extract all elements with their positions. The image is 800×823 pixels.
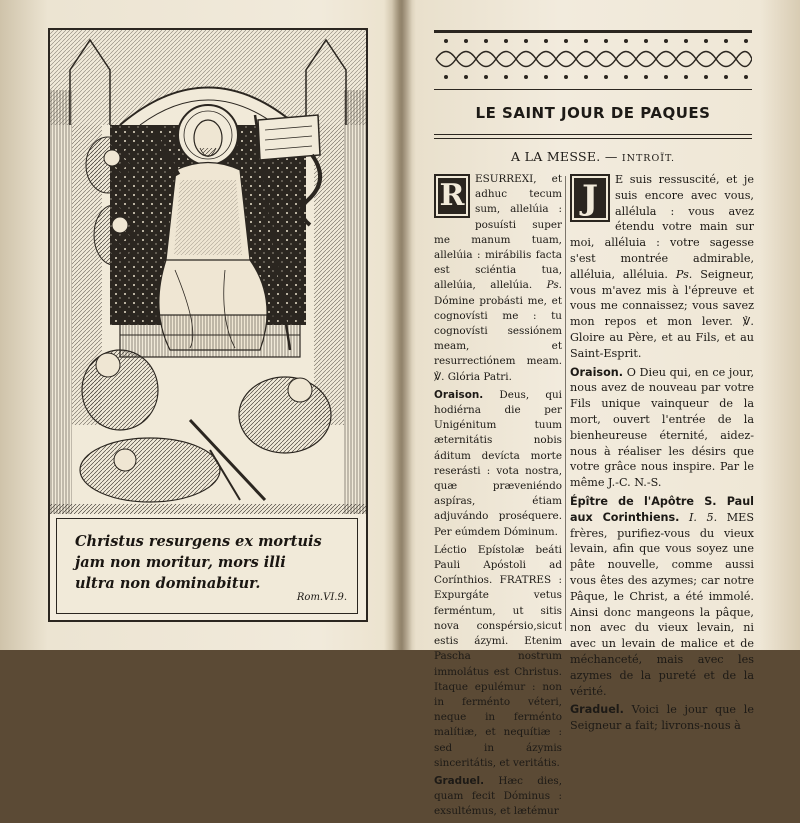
latin-introit-text: ESURREXI, et adhuc tecum sum, allelúia : posuísti super me manum tuam, allelúia : mirábilis facta est sciéntia tua, allelúia, allelúia. — [434, 173, 562, 292]
latin-gradual-text: Hæc dies, quam fecit Dóminus : exsultémus, et lætémur — [434, 774, 562, 818]
caption-line: jam non moritur, mors illi — [75, 554, 286, 571]
engraving-caption — [56, 518, 358, 614]
french-epistle-label: Épître de l'Apôtre S. Paul aux Corinthiens. — [570, 494, 754, 524]
book-gutter — [392, 0, 412, 650]
title-rule — [434, 134, 752, 139]
french-introit-text: E suis ressuscité, et je suis encore avec vous, allélula : vous avez étendu votre main sur moi, alléluia : votre sagesse s'est montrée admirable, alléluia, alléluia. — [570, 173, 754, 281]
latin-introit — [434, 172, 562, 385]
latin-epistle-text: Léctio Epístolæ beáti Pauli Apóstoli ad Corínthios. FRATRES : Expurgáte vetus ferméntum, ut sitis nova conspérsio,sicut estis ázymi. Etenim Pascha nostrum immolátus est Christus. Itaque epulémur : non in ferménto véteri, neque in ferménto malítiæ, et nequítiæ : sed in ázymis sinceritátis, et veritátis. — [434, 543, 562, 769]
latin-epistle — [434, 543, 562, 771]
french-psalm-ref: Ps. — [675, 267, 693, 281]
ornamental-border — [434, 36, 752, 82]
section-heading-small: INTROÏT. — [621, 153, 675, 164]
french-oraison-label: Oraison. — [570, 365, 623, 379]
latin-psalm-text: Dómine probásti me, et cognovísti me : tu cognovísti sessiónem meam, et resurrectiónem meam. ℣. Glória Patri. — [434, 294, 562, 383]
section-heading-main: A LA MESSE. — — [511, 149, 618, 164]
column-divider — [565, 176, 566, 631]
latin-oraison-label: Oraison. — [434, 388, 484, 401]
latin-oraison — [434, 388, 562, 540]
latin-dropcap: R — [434, 174, 470, 218]
latin-column — [434, 172, 562, 823]
french-introit — [570, 172, 754, 362]
caption-line: ultra non dominabitur. — [75, 575, 261, 592]
french-psalm-text: Seigneur, vous m'avez mis à l'épreuve et vous me connaissez; vous savez mon repos et mon lever. ℣. Gloire au Père, et au Fils, et au Saint-Esprit. — [570, 267, 754, 360]
french-oraison-text: O Dieu qui, en ce jour, nous avez de nouveau par votre Fils unique vainqueur de la mort, ouvert l'entrée de la bienheureuse éternité, aidez-nous à réaliser les désirs que votre grâce nous inspire. Par le même J.-C. N.-S. — [570, 365, 755, 490]
french-epistle-ref: I. 5. — [688, 510, 718, 524]
page-title: LE SAINT JOUR DE PAQUES — [475, 104, 711, 122]
french-dropcap: J — [570, 174, 610, 222]
french-column — [570, 172, 754, 737]
latin-psalm-ref: Ps. — [546, 279, 562, 292]
french-gradual-text: Voici le jour que le Seigneur a fait; livrons-nous à — [570, 703, 754, 733]
latin-oraison-text: Deus, qui hodiérna die per Unigénitum tuum æternitátis nobis áditum devícta morte reserásti : vota nostra, quæ præveniéndo aspíras, étiam adjuvándo proséquere. Per eúmdem Dóminum. — [434, 388, 562, 538]
latin-gradual — [434, 774, 562, 820]
caption-reference: Rom.VI.9. — [296, 592, 347, 603]
french-oraison — [570, 365, 754, 491]
french-gradual-label: Graduel. — [570, 703, 624, 717]
latin-gradual-label: Graduel. — [434, 774, 485, 787]
resurrection-engraving — [50, 30, 366, 514]
engraving-plate — [48, 28, 368, 622]
caption-line: Christus resurgens ex mortuis — [75, 533, 322, 550]
french-gradual — [570, 702, 754, 734]
french-epistle-text: MES frères, purifiez-vous du vieux levain, afin que vous soyez une pâte nouvelle, comme aussi vous êtes des azymes; car notre Pâque, le Christ, a été immolé. Ainsi donc mangeons la pâque, non avec du vieux levain, ni avec un levain de malice et de méchanceté, mais avec les azymes de la pureté et de la vérité. — [570, 510, 755, 698]
section-heading — [434, 149, 752, 164]
french-epistle — [570, 494, 754, 699]
caption-text — [75, 531, 345, 594]
